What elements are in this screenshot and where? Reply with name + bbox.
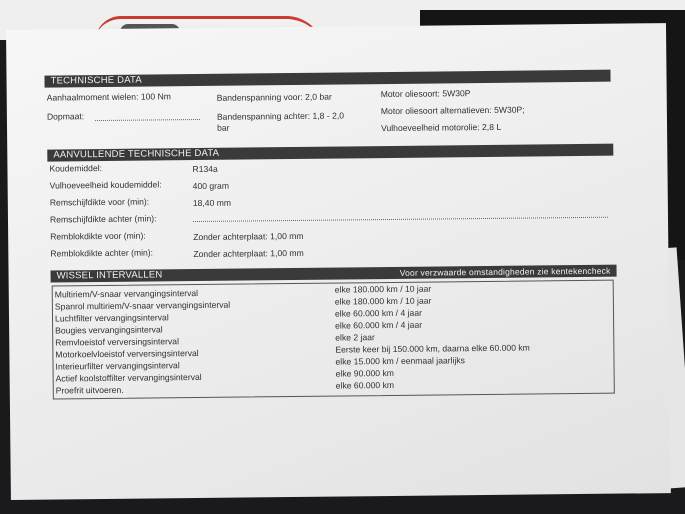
bandenspanning-voor-text: Bandenspanning voor: 2,0 bar (216, 91, 332, 103)
row-label: Remblokdikte voor (min): (50, 230, 146, 242)
interval-value: elke 2 jaar (335, 332, 375, 343)
interval-value: elke 60.000 km / 4 jaar (335, 319, 423, 331)
interval-label: Interieurfilter vervangingsinterval (55, 360, 180, 372)
interval-value: elke 15.000 km / eenmaal jaarlijks (335, 355, 465, 367)
row-value: R134a (192, 163, 218, 175)
interval-label: Multiriem/V-snaar vervangingsinterval (54, 288, 199, 300)
row-label: Remschijfdikte achter (min): (49, 213, 157, 225)
interval-value: elke 60.000 km (335, 379, 395, 391)
section-header-aanvullende (47, 144, 613, 162)
interval-label: Actief koolstoffilter vervangingsinterval (55, 371, 202, 384)
dopmaat-blank-line (95, 119, 200, 121)
dopmaat-label: Dopmaat: (46, 111, 85, 122)
interval-value: elke 180.000 km / 10 jaar (334, 283, 432, 295)
motor-oliesoort-text: Motor oliesoort: 5W30P (380, 88, 471, 100)
row-value: 400 gram (192, 180, 230, 192)
row-value: Zonder achterplaat: 1,00 mm (193, 230, 304, 243)
interval-label: Luchtfilter vervangingsinterval (54, 312, 169, 324)
interval-label: Motorkoelvloeistof verversingsinterval (55, 348, 199, 360)
kentekencheck-note: Voor verzwaarde omstandigheden zie kentekencheck (399, 265, 611, 278)
interval-label: Spanrol multiriem/V-snaar vervangingsinterval (54, 299, 231, 312)
interval-label: Proefrit uitvoeren. (55, 384, 124, 396)
row-value: Zonder achterplaat: 1,00 mm (193, 247, 304, 260)
row-label: Remblokdikte achter (min): (50, 247, 154, 259)
aanhaalmoment-text: Aanhaalmoment wielen: 100 Nm (46, 91, 171, 103)
interval-value: elke 180.000 km / 10 jaar (334, 295, 432, 307)
motor-oliesoort-alt-text: Motor oliesoort alternatieven: 5W30P; (380, 104, 525, 117)
interval-value: elke 90.000 km (335, 367, 394, 379)
section-header-technische-data (44, 70, 610, 88)
interval-label: Bougies vervangingsinterval (55, 324, 163, 336)
interval-value: Eerste keer bij 150.000 km, daarna elke 60.000 km (335, 342, 530, 355)
row-label: Remschijfdikte voor (min): (49, 196, 150, 208)
interval-value: elke 60.000 km / 4 jaar (334, 307, 422, 319)
bandenspanning-achter-text: Bandenspanning achter: 1,8 - 2,0 (216, 110, 345, 122)
row-label: Koudemiddel: (49, 163, 103, 174)
section-title: TECHNISCHE DATA (50, 74, 142, 87)
row-label: Vulhoeveelheid koudemiddel: (49, 179, 162, 191)
vulhoeveelheid-text: Vulhoeveelheid motorolie: 2,8 L (380, 121, 502, 134)
section-title: WISSEL INTERVALLEN (56, 269, 163, 282)
service-document (6, 23, 671, 500)
section-title: AANVULLENDE TECHNISCHE DATA (53, 147, 220, 161)
bandenspanning-achter-unit: bar (216, 122, 230, 133)
remschijf-achter-blank-line (193, 217, 608, 222)
row-value: 18,40 mm (192, 197, 232, 209)
interval-label: Remvloeistof verversingsinterval (55, 336, 180, 348)
